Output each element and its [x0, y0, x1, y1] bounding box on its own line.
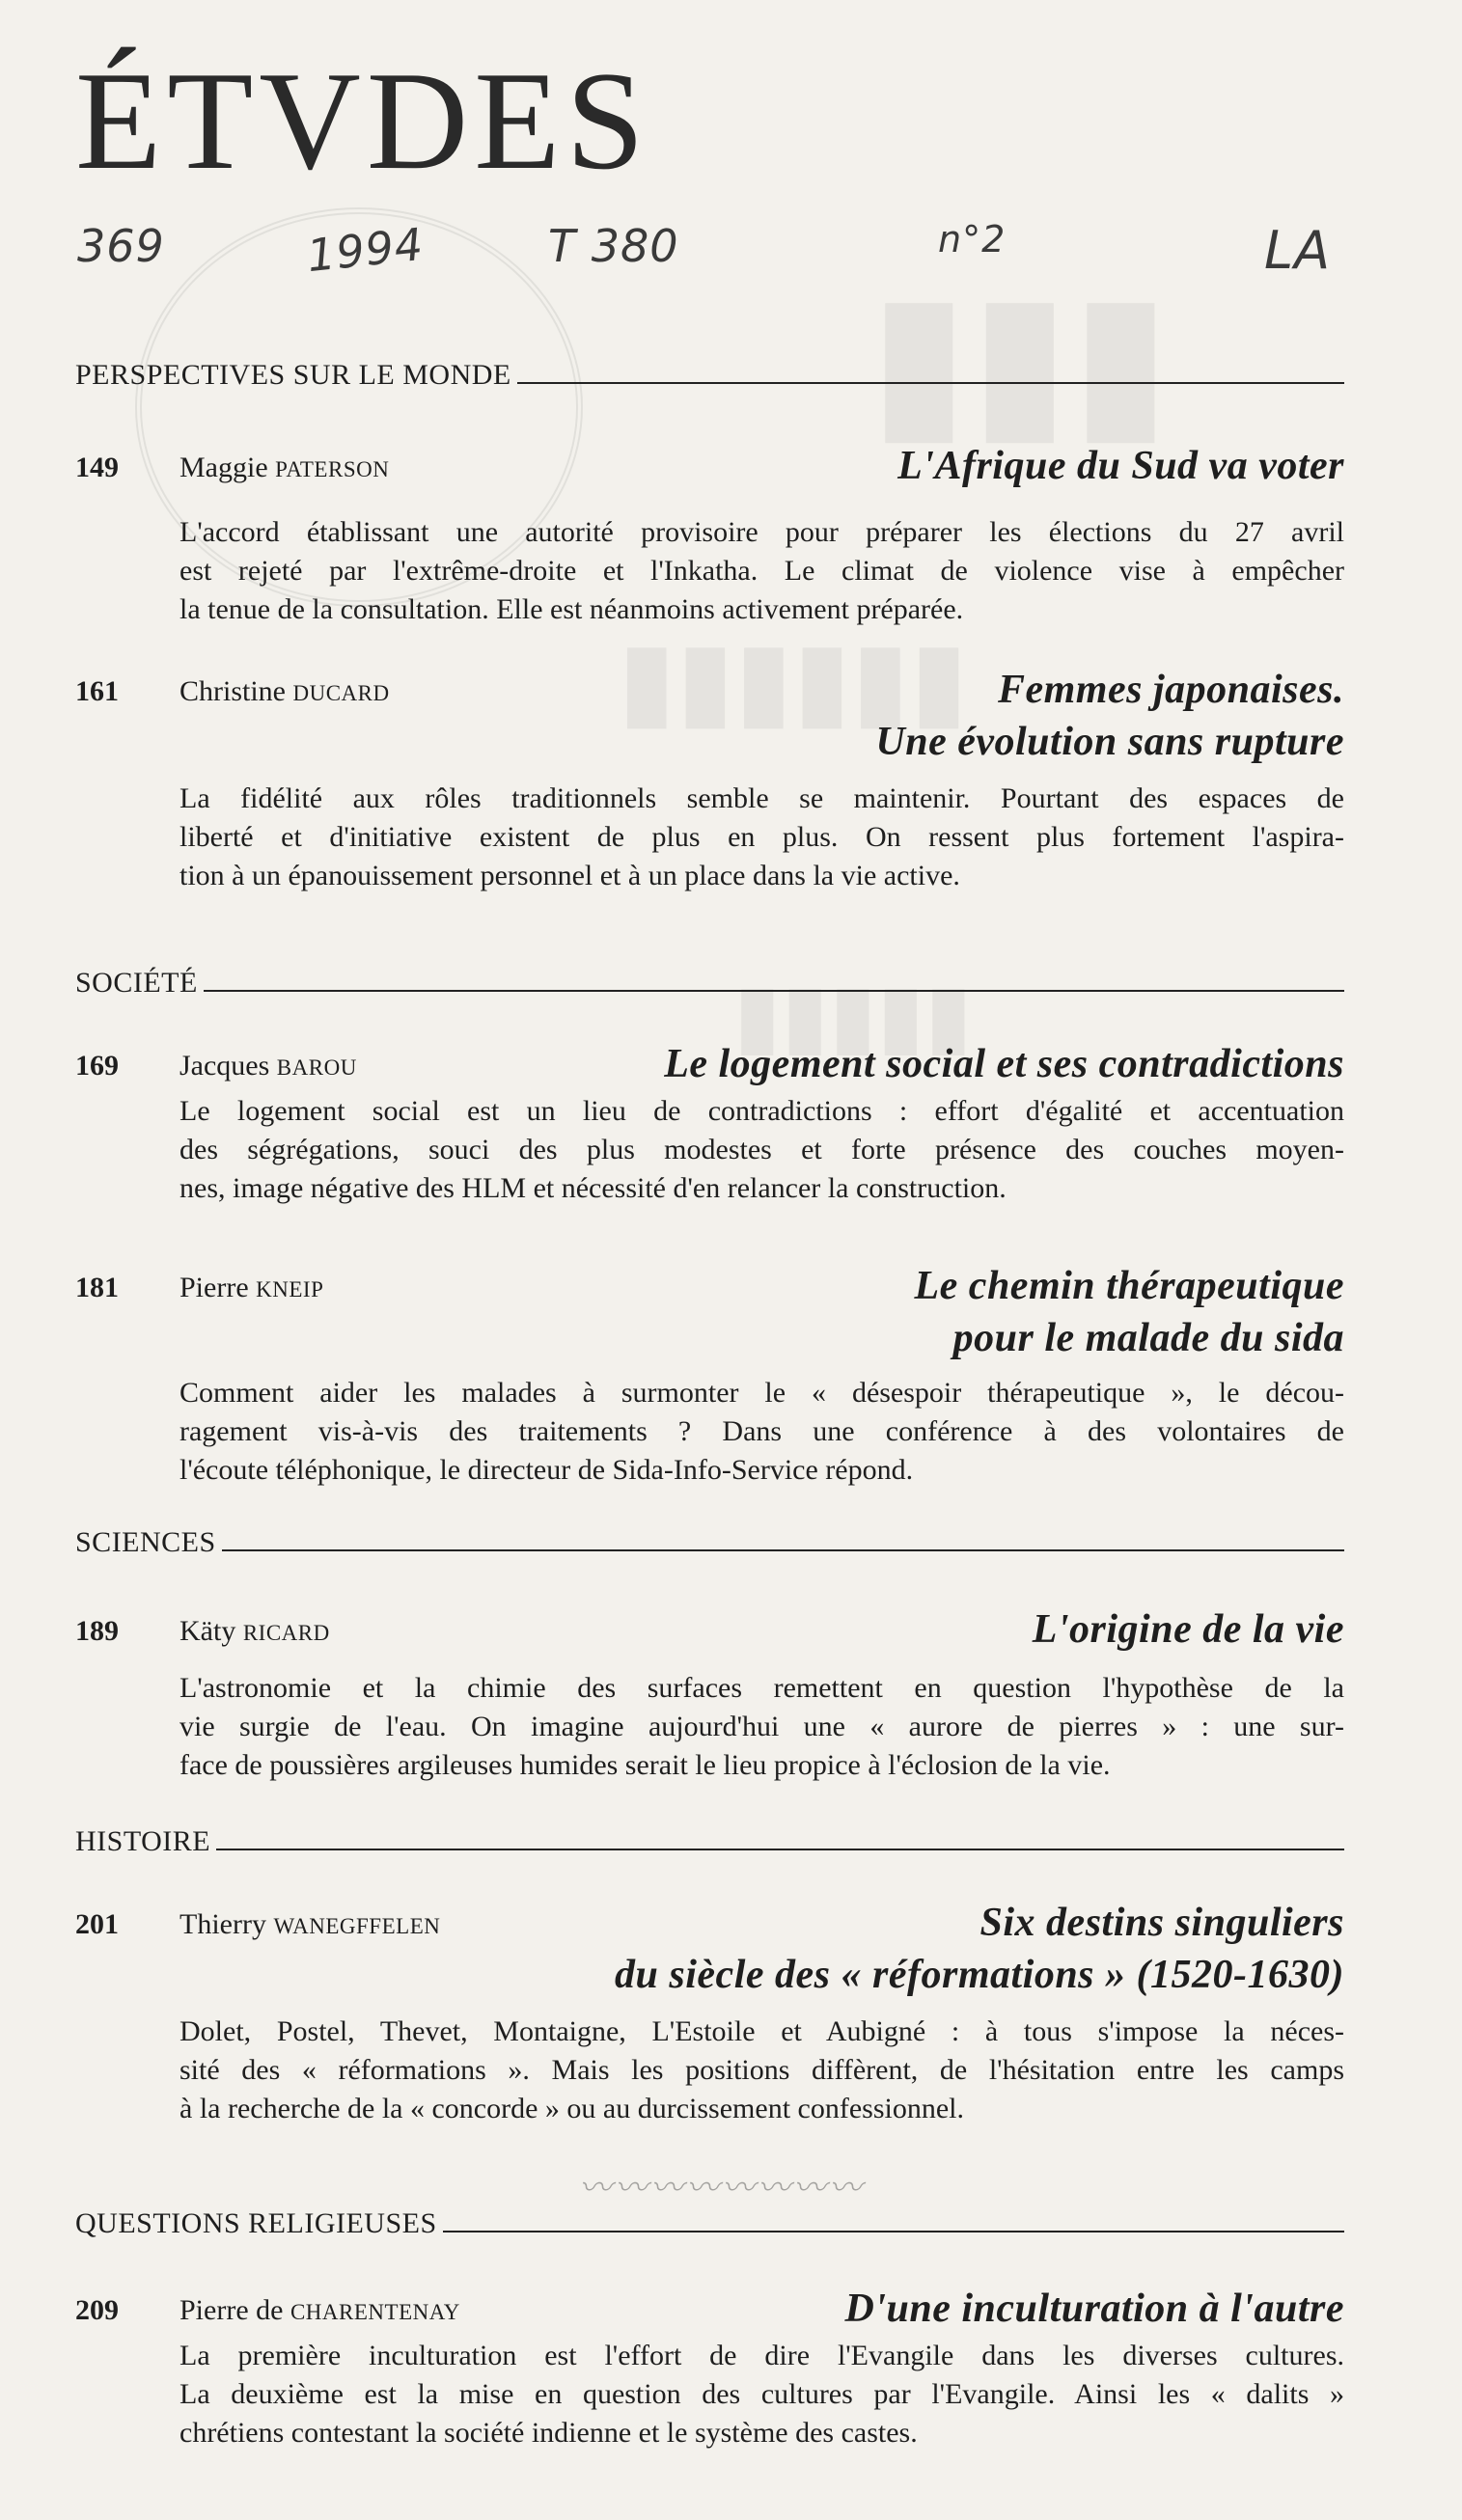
page-number: 189: [75, 1615, 119, 1647]
article-abstract: [179, 513, 1344, 629]
handwritten-scribble: 〰〰〰〰〰〰〰〰: [579, 2169, 865, 2207]
article-abstract: [179, 1092, 1344, 1208]
title-line: D'une inculturation à l'autre: [844, 2287, 1344, 2331]
title-line: du siècle des « réformations » (1520-1630): [615, 1953, 1344, 1997]
author-first-name: Maggie: [179, 452, 268, 483]
section-rule: [517, 382, 1344, 384]
article-abstract: [179, 1374, 1344, 1490]
article-title: [615, 1897, 1344, 2001]
article-title: [897, 440, 1344, 492]
title-line: Une évolution sans rupture: [875, 720, 1344, 764]
journal-masthead: ÉTVDES: [75, 42, 650, 199]
author-last-name: PATERSON: [275, 457, 390, 481]
title-line: Femmes japonaises.: [997, 668, 1344, 712]
show-through-ghost: ▮▮▮▮▮: [733, 969, 973, 1064]
author-name: [179, 1050, 357, 1082]
article-abstract: [179, 2337, 1344, 2452]
handwritten-volume: 369: [77, 220, 165, 272]
abstract-line: ragement vis-à-vis des traitements ? Dans une conférence à des volontaires de: [179, 1415, 1344, 1447]
page-number: 149: [75, 452, 119, 483]
page-number: 181: [75, 1272, 119, 1303]
abstract-line: vie surgie de l'eau. On imagine aujourd'hui une « aurore de pierres » : une sur-: [179, 1711, 1344, 1742]
section-heading-histoire: [75, 1825, 1344, 1858]
abstract-line: La première inculturation est l'effort de dire l'Evangile dans les diverses cultures.: [179, 2340, 1344, 2371]
abstract-line: la tenue de la consultation. Elle est néanmoins activement préparée.: [179, 593, 964, 625]
page-number: 169: [75, 1050, 119, 1082]
article-title: [664, 1038, 1344, 1090]
section-rule: [222, 1549, 1344, 1551]
section-heading-label: SCIENCES: [75, 1526, 216, 1558]
abstract-line: Comment aider les malades à surmonter le « désespoir thérapeutique », le décou-: [179, 1377, 1344, 1409]
abstract-line: nes, image négative des HLM et nécessité d'en relancer la construction.: [179, 1172, 1007, 1204]
title-line: Six destins singuliers: [979, 1901, 1344, 1945]
author-last-name: BAROU: [276, 1055, 357, 1080]
abstract-line: à la recherche de la « concorde » ou au durcissement confessionnel.: [179, 2093, 964, 2124]
handwritten-code: LA: [1264, 220, 1332, 281]
author-first-name: Thierry: [179, 1908, 266, 1940]
author-last-name: CHARENTENAY: [290, 2300, 460, 2324]
section-rule: [443, 2231, 1344, 2232]
section-heading-label: PERSPECTIVES SUR LE MONDE: [75, 359, 511, 391]
article-abstract: [179, 1669, 1344, 1785]
abstract-line: La fidélité aux rôles traditionnels semble se maintenir. Pourtant des espaces de: [179, 782, 1344, 814]
author-first-name: Jacques: [179, 1050, 270, 1082]
abstract-line: La deuxième est la mise en question des cultures par l'Evangile. Ainsi les « dalits »: [179, 2378, 1344, 2410]
title-line: L'Afrique du Sud va voter: [897, 444, 1344, 488]
handwritten-year: 1994: [304, 217, 427, 283]
abstract-line: chrétiens contestant la société indienne et le système des castes.: [179, 2417, 918, 2449]
author-first-name: Pierre de: [179, 2294, 284, 2326]
page-number: 201: [75, 1908, 119, 1940]
abstract-line: est rejeté par l'extrême-droite et l'Inkatha. Le climat de violence vise à empêcher: [179, 555, 1344, 587]
author-first-name: Käty: [179, 1615, 236, 1647]
page-number: 209: [75, 2294, 119, 2326]
title-line: Le logement social et ses contradictions: [664, 1042, 1344, 1086]
abstract-line: des ségrégations, souci des plus modestes et forte présence des couches moyen-: [179, 1134, 1344, 1165]
article-title: [915, 1260, 1345, 1364]
article-title: [875, 664, 1344, 768]
abstract-line: liberté et d'initiative existent de plus en plus. On ressent plus fortement l'aspira-: [179, 821, 1344, 853]
section-heading-label: QUESTIONS RELIGIEUSES: [75, 2207, 437, 2239]
section-rule: [216, 1849, 1344, 1850]
show-through-ghost: ▮▮▮: [869, 259, 1172, 461]
title-line: Le chemin thérapeutique: [914, 1264, 1344, 1308]
author-name: [179, 1615, 330, 1648]
author-first-name: Christine: [179, 675, 286, 707]
abstract-line: L'astronomie et la chimie des surfaces remettent en question l'hypothèse de la: [179, 1672, 1344, 1704]
article-title: [1033, 1603, 1344, 1656]
abstract-line: Le logement social est un lieu de contradictions : effort d'égalité et accentuation: [179, 1095, 1344, 1127]
author-last-name: DUCARD: [292, 681, 390, 705]
author-name: [179, 452, 389, 484]
author-name: [179, 1272, 323, 1304]
author-name: [179, 1908, 440, 1941]
abstract-line: sité des « réformations ». Mais les positions diffèrent, de l'hésitation entre les camps: [179, 2054, 1344, 2086]
show-through-ghost: ▮▮▮▮▮▮: [618, 621, 969, 739]
abstract-line: face de poussières argileuses humides serait le lieu propice à l'éclosion de la vie.: [179, 1749, 1111, 1781]
section-rule: [204, 990, 1344, 992]
section-heading-label: HISTOIRE: [75, 1825, 211, 1857]
section-heading-sciences: [75, 1526, 1344, 1559]
author-last-name: KNEIP: [256, 1277, 324, 1301]
abstract-line: l'écoute téléphonique, le directeur de Sida-Info-Service répond.: [179, 1454, 914, 1486]
author-last-name: RICARD: [242, 1621, 330, 1645]
section-heading-questions-religieuses: [75, 2207, 1344, 2240]
author-first-name: Pierre: [179, 1272, 249, 1303]
handwritten-tome: T 380: [548, 220, 679, 272]
article-title: [845, 2283, 1344, 2335]
handwritten-issue: n°2: [938, 218, 1007, 260]
article-abstract: [179, 780, 1344, 895]
author-last-name: WANEGFFELEN: [273, 1914, 441, 1938]
article-abstract: [179, 2013, 1344, 2128]
abstract-line: tion à un épanouissement personnel et à un place dans la vie active.: [179, 860, 960, 891]
author-name: [179, 675, 390, 708]
section-heading-perspectives: [75, 359, 1344, 392]
abstract-line: Dolet, Postel, Thevet, Montaigne, L'Estoile et Aubigné : à tous s'impose la néces-: [179, 2015, 1344, 2047]
section-heading-societe: [75, 967, 1344, 1000]
page-number: 161: [75, 675, 119, 707]
author-name: [179, 2294, 460, 2327]
title-line: pour le malade du sida: [952, 1316, 1344, 1360]
abstract-line: L'accord établissant une autorité provisoire pour préparer les élections du 27 avril: [179, 516, 1344, 548]
section-heading-label: SOCIÉTÉ: [75, 967, 198, 999]
title-line: L'origine de la vie: [1032, 1607, 1344, 1652]
